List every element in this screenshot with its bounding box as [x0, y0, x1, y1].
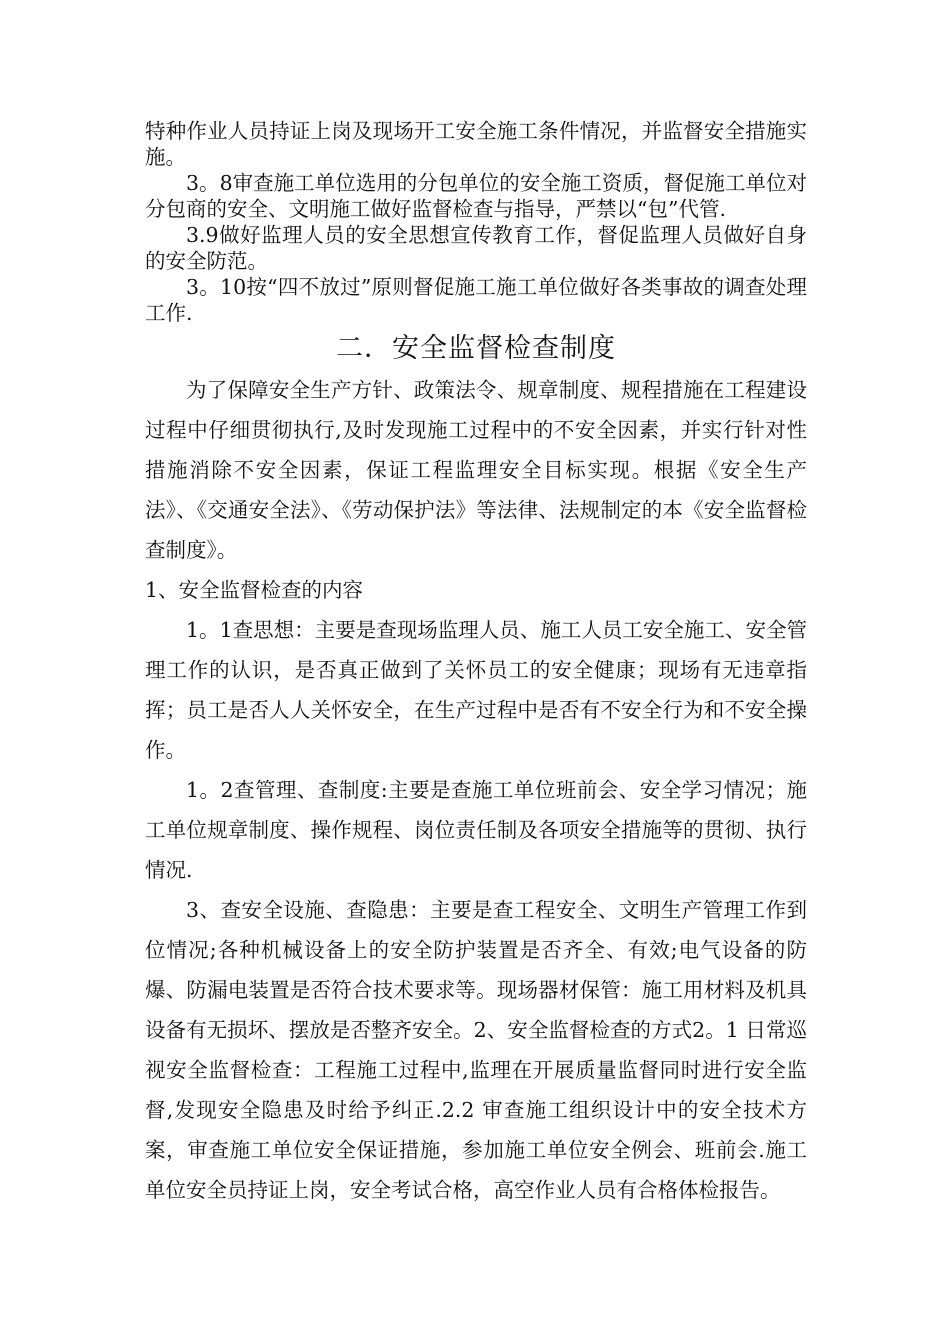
section-heading: 二．安全监督检查制度 — [336, 333, 616, 364]
paragraph-special-workers: 特种作业人员持证上岗及现场开工安全施工条件情况，并监督安全措施实施。 — [145, 119, 807, 169]
section-1-title: 1、安全监督检查的内容 — [145, 578, 364, 602]
item-3-paragraph: 3、查安全设施、查隐患：主要是查工程安全、文明生产管理工作到位情况;各种机械设备上的安全防护装置是否齐全、有效;电气设备的防爆、防漏电装置是否符合技术要求等。现场器材保管：施工用材料及机具设备有无损坏、摆放是否整齐安全。2、安全监督检查的方式2。1 日常巡视安全监督检查：工程施工过程中,监理在开展质量监督同时进行安全监督,发现安全隐患及时给予纠正.2.2 审查施工组织设计中的安全技术方案，审查施工单位安全保证措施，参加施工单位安全例会、班前会.施工单位安全员持证上岗，安全考试合格，高空作业人员有合格体检报告。 — [145, 898, 807, 1202]
paragraph-3-9: 3.9做好监理人员的安全思想宣传教育工作，督促监理人员做好自身的安全防范。 — [145, 223, 807, 273]
intro-paragraph: 为了保障安全生产方针、政策法令、规章制度、规程措施在工程建设过程中仔细贯彻执行,及时发现施工过程中的不安全因素，并实行针对性措施消除不安全因素，保证工程监理安全目标实现。根据《安全生产法》、《交通安全法》、《劳动保护法》等法律、法规制定的本《安全监督检查制度》。 — [145, 378, 807, 562]
document-page — [145, 118, 807, 1210]
item-1-1-paragraph: 1。1查思想：主要是查现场监理人员、施工人员工安全施工、安全管理工作的认识，是否真正做到了关怀员工的安全健康；现场有无违章指挥；员工是否人人关怀安全，在生产过程中是否有不安全行为和不安全操作。 — [145, 618, 807, 762]
paragraph-3-8: 3。8审查施工单位选用的分包单位的安全施工资质，督促施工单位对分包商的安全、文明施工做好监督检查与指导，严禁以“包”代管. — [145, 171, 807, 221]
item-1-2-paragraph: 1。2查管理、查制度:主要是查施工单位班前会、安全学习情况；施工单位规章制度、操作规程、岗位责任制及各项安全措施等的贯彻、执行情况. — [145, 778, 807, 882]
paragraph-3-10: 3。10按“四不放过”原则督促施工施工单位做好各类事故的调查处理工作. — [145, 275, 807, 325]
